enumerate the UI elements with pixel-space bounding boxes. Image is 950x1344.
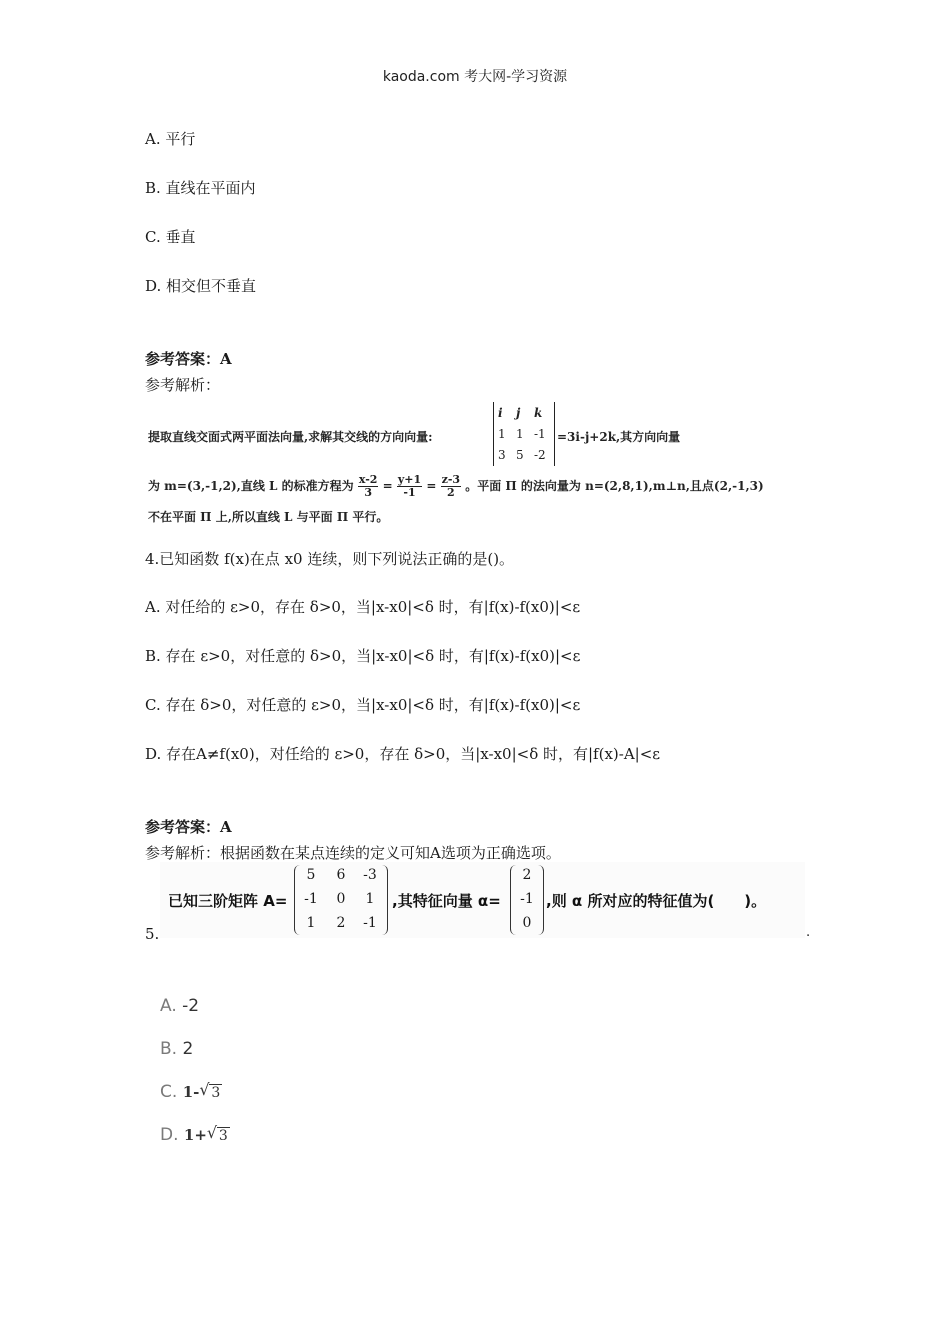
q5-question-image: [160, 862, 805, 938]
matrix-a: 5 6 -3 -1 0 1 1 2 -1: [294, 865, 388, 935]
q4-option-a: A. 对任给的 ε>0，存在 δ>0，当|x-x0|<δ 时，有|f(x)-f(x0)|<ε: [145, 598, 581, 616]
q5-suffix: ,则 α 所对应的特征值为( )。: [546, 892, 767, 910]
solution-line3: 不在平面 Π 上,所以直线 L 与平面 Π 平行。: [148, 510, 389, 524]
q5-mid: ,其特征向量 α=: [392, 892, 501, 910]
q3-answer: 参考答案：A: [145, 350, 232, 368]
sqrt-symbol: √ 3: [206, 1123, 228, 1144]
q3-explanation-label: 参考解析：: [145, 376, 221, 394]
q4-answer: 参考答案：A: [145, 818, 232, 836]
q4-option-c: C. 存在 δ>0，对任意的 ε>0，当|x-x0|<δ 时，有|f(x)-f(x0)|<ε: [145, 696, 581, 714]
q5-end-dot: .: [806, 925, 811, 940]
q3-solution-image: [145, 400, 810, 530]
q5-option-b: B. 2: [160, 1039, 194, 1059]
determinant: [493, 402, 555, 466]
solution-line1-prefix: 提取直线交面式两平面法向量,求解其交线的方向向量:: [148, 430, 433, 444]
page-header: kaoda.com 考大网-学习资源: [382, 69, 568, 85]
q5-option-c: C. 1- √ 3: [160, 1080, 221, 1102]
q5-option-a: A. -2: [160, 996, 200, 1016]
sqrt-symbol: √ 3: [199, 1080, 221, 1101]
solution-line2: 为 m=(3,-1,2),直线 L 的标准方程为 $\frac{x-2}{3}$ = $\frac{y+1}{-1}$ = $\frac{z-3}{2}$ 。平面 Π 的法向量为 n=(2,8,1),m⊥n,且点(2,-1,3): [148, 473, 764, 499]
det-row-2: 1 1 -1: [498, 427, 546, 441]
q3-option-a: A. 平行: [145, 130, 196, 148]
q4-explanation: 参考解析：根据函数在某点连续的定义可知A选项为正确选项。: [145, 844, 561, 862]
q4-option-d: D. 存在A≠f(x0)，对任给的 ε>0，存在 δ>0，当|x-x0|<δ 时，有|f(x)-A|<ε: [145, 745, 661, 763]
q5-prefix: 已知三阶矩阵 A=: [168, 892, 288, 910]
fraction-z: $\frac{z-3}{2}$: [441, 473, 461, 499]
fraction-y: $\frac{y+1}{-1}$: [397, 473, 422, 499]
q3-option-b: B. 直线在平面内: [145, 179, 256, 197]
q5-number: 5.: [145, 925, 160, 943]
q3-option-c: C. 垂直: [145, 228, 196, 246]
q5-option-d: D. 1+ √ 3: [160, 1123, 228, 1145]
vector-alpha: 2 -1 0: [510, 865, 544, 935]
q4-option-b: B. 存在 ε>0，对任意的 δ>0，当|x-x0|<δ 时，有|f(x)-f(x0)|<ε: [145, 647, 581, 665]
q4-question: 4.已知函数 f(x)在点 x0 连续，则下列说法正确的是()。: [145, 550, 515, 568]
solution-line1-suffix: =3i-j+2k,其方向向量: [557, 430, 681, 444]
q3-option-d: D. 相交但不垂直: [145, 277, 257, 295]
det-row-3: 3 5 -2: [498, 448, 546, 462]
fraction-x: $\frac{x-2}{3}$: [358, 473, 378, 499]
det-row-1: i j k: [498, 406, 543, 420]
